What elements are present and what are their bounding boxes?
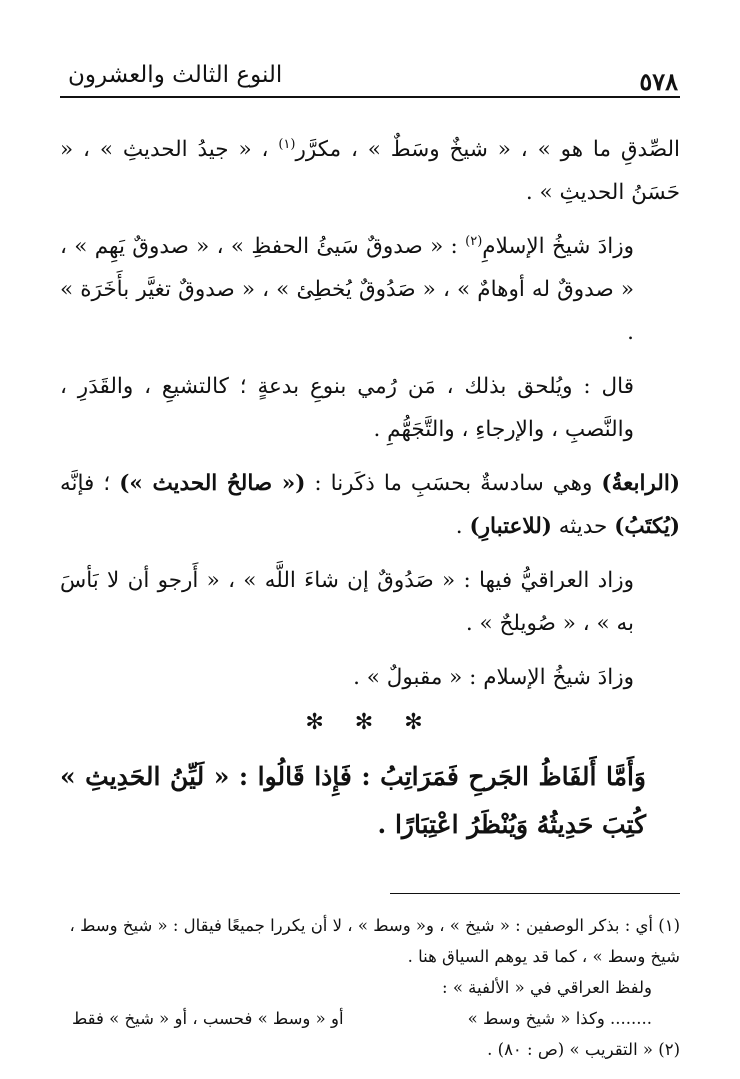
page-number: ٥٧٨ <box>639 67 678 96</box>
footnote-2: (٢) « التقريب » (ص : ٨٠) . <box>487 1040 680 1059</box>
paragraph-6: وزادَ شيخُ الإسلام : « مقبولٌ » . <box>353 665 634 690</box>
paragraph-4: (الرابعةُ) وهي سادسةٌ بحسَبِ ما ذكَرنا : (« صالحُ الحديث ») ؛ فإنَّه (يُكتَبُ) حديثه (للاعتبارِ) . <box>60 471 680 539</box>
term-salih-al-hadith: (« صالحُ الحديث ») <box>119 471 306 496</box>
footnote-1-continued: ولفظ العراقي في « الألفية » : <box>442 978 652 997</box>
footnote-verse <box>60 1003 680 1034</box>
term-fourth: (الرابعةُ) <box>601 471 680 496</box>
term-lil-itibar: (للاعتبارِ) <box>469 514 552 539</box>
main-text <box>60 128 680 699</box>
footnote-1: (١) أي : بذكر الوصفين : « شيخ » ، و« وسط » ، لا أن يكررا جميعًا فيقال : « شيخ وسط ، شيخ وسط » ، كما قد يوهم السياق هنا . <box>69 916 680 966</box>
footnote-divider <box>390 893 680 894</box>
paragraph-1: الصِّدقِ ما هو » ، « شيخٌ وسَطٌ » ، مكرَّر$^{(١)}$ ، « جيدُ الحديثِ » ، « حَسَنُ الحديثِ » . <box>60 136 680 205</box>
footnote-ref-1[interactable]: (١) <box>278 136 296 152</box>
paragraph-5: وزاد العراقيُّ فيها : « صَدُوقٌ إن شاءَ اللَّه » ، « أَرجو أن لا بَأسَ به » ، « صُويلحٌ » . <box>60 568 634 636</box>
section-separator: ✻ ✻ ✻ <box>305 710 435 735</box>
footnote-ref-2[interactable]: (٢) <box>465 233 483 249</box>
book-page <box>60 50 680 1060</box>
verse-first-hemistich: ........ وكذا « شيخ وسط » <box>467 1009 652 1028</box>
section-statement: وَأَمَّا أَلفَاظُ الجَرحِ فَمَرَاتِبُ : فَإِذا قَالُوا : « لَيِّنُ الحَدِيثِ » كُتِبَ حَدِيثُهُ وَيُنْظَرُ اعْتِبَارًا . <box>60 762 646 839</box>
running-title: النوع الثالث والعشرون <box>68 62 283 88</box>
verse-second-hemistich: أو « وسط » فحسب ، أو « شيخ » فقط <box>72 1009 344 1028</box>
page-header <box>60 50 680 98</box>
term-yuktab: (يُكتَبُ) <box>614 514 680 539</box>
paragraph-3: قال : ويُلحق بذلك ، مَن رُمي بنوعِ بدعةٍ ؛ كالتشيعِ ، والقَدَرِ ، والنَّصبِ ، والإرجاءِ ، والتَّجَهُّمِ . <box>60 374 634 442</box>
footnotes <box>60 910 680 1065</box>
paragraph-2: وزادَ شيخُ الإسلامِ$^{(٢)}$ : « صدوقٌ سَيئُ الحفظِ » ، « صدوقٌ يَهِم » ، « صدوقٌ له أوهامٌ » ، « صَدُوقٌ يُخطِئ » ، « صدوقٌ تغيَّر بأَخَرَة » . <box>60 233 634 345</box>
